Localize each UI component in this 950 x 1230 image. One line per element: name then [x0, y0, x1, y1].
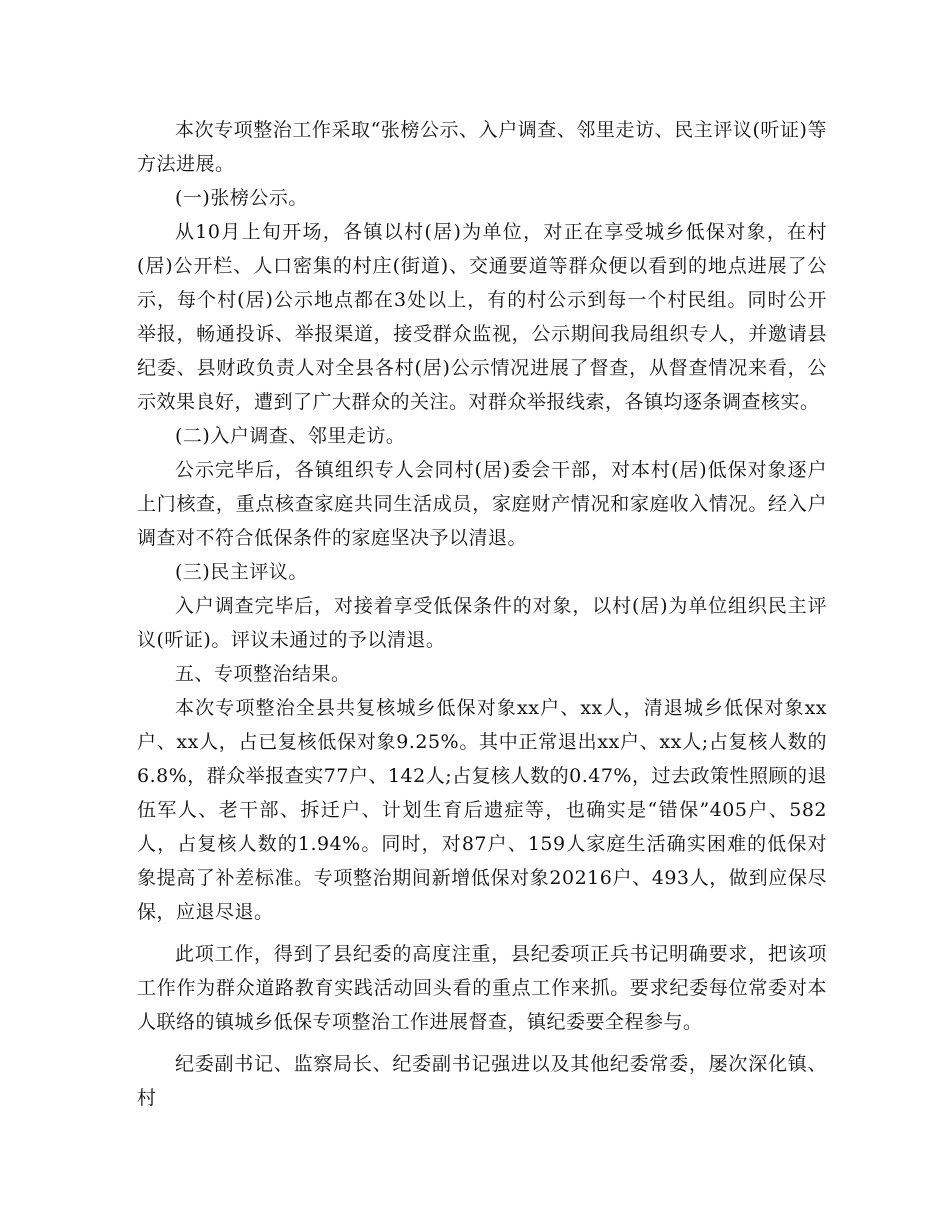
- paragraph-method-intro: 本次专项整治工作采取“张榜公示、入户调查、邻里走访、民主评议(听证)等方法进展。: [137, 119, 827, 175]
- paragraph-discipline-attention: 此项工作，得到了县纪委的高度注重，县纪委项正兵书记明确要求，把该项工作作为群众道路教育实践活动回头看的重点工作来抓。要求纪委每位常委对本人联络的镇城乡低保专项整治工作进展督查，镇纪委要全程参与。: [137, 943, 827, 1033]
- paragraph-democratic-review: 入户调查完毕后，对接着享受低保条件的对象，以村(居)为单位组织民主评议(听证)。评议未通过的予以清退。: [137, 595, 827, 651]
- paragraph-discipline-inspection: 纪委副书记、监察局长、纪委副书记强进以及其他纪委常委，屡次深化镇、村: [137, 1053, 827, 1109]
- heading-democratic-review: (三)民主评议。: [175, 561, 308, 583]
- paragraph-household-survey: 公示完毕后，各镇组织专人会同村(居)委会干部，对本村(居)低保对象逐户上门核查，重点核查家庭共同生活成员，家庭财产情况和家庭收入情况。经入户调查对不符合低保条件的家庭坚决予以清退。: [137, 459, 827, 549]
- document-body: [137, 113, 827, 1115]
- paragraph-results: 本次专项整治全县共复核城乡低保对象xx户、xx人，清退城乡低保对象xx户、xx人，占已复核低保对象9.25%。其中正常退出xx户、xx人;占复核人数的6.8%，群众举报查实77户、142人;占复核人数的0.47%，过去政策性照顾的退伍军人、老干部、拆迁户、计划生育后遗症等，也确实是“错保”405户、582人，占复核人数的1.94%。同时，对87户、159人家庭生活确实困难的低保对象提高了补差标准。专项整治期间新增低保对象20216户、493人，做到应保尽保，应退尽退。: [137, 697, 827, 923]
- heading-results: 五、专项整治结果。: [175, 663, 351, 685]
- paragraph-public-notice: 从10月上旬开场，各镇以村(居)为单位，对正在享受城乡低保对象，在村(居)公开栏、人口密集的村庄(街道)、交通要道等群众便以看到的地点进展了公示，每个村(居)公示地点都在3处以上，有的村公示到每一个村民组。同时公开举报，畅通投诉、举报渠道，接受群众监视，公示期间我局组织专人，并邀请县纪委、县财政负责人对全县各村(居)公示情况进展了督查，从督查情况来看，公示效果良好，遭到了广大群众的关注。对群众举报线索，各镇均逐条调查核实。: [137, 221, 827, 413]
- heading-public-notice: (一)张榜公示。: [175, 187, 308, 209]
- heading-household-survey: (二)入户调查、邻里走访。: [175, 425, 406, 447]
